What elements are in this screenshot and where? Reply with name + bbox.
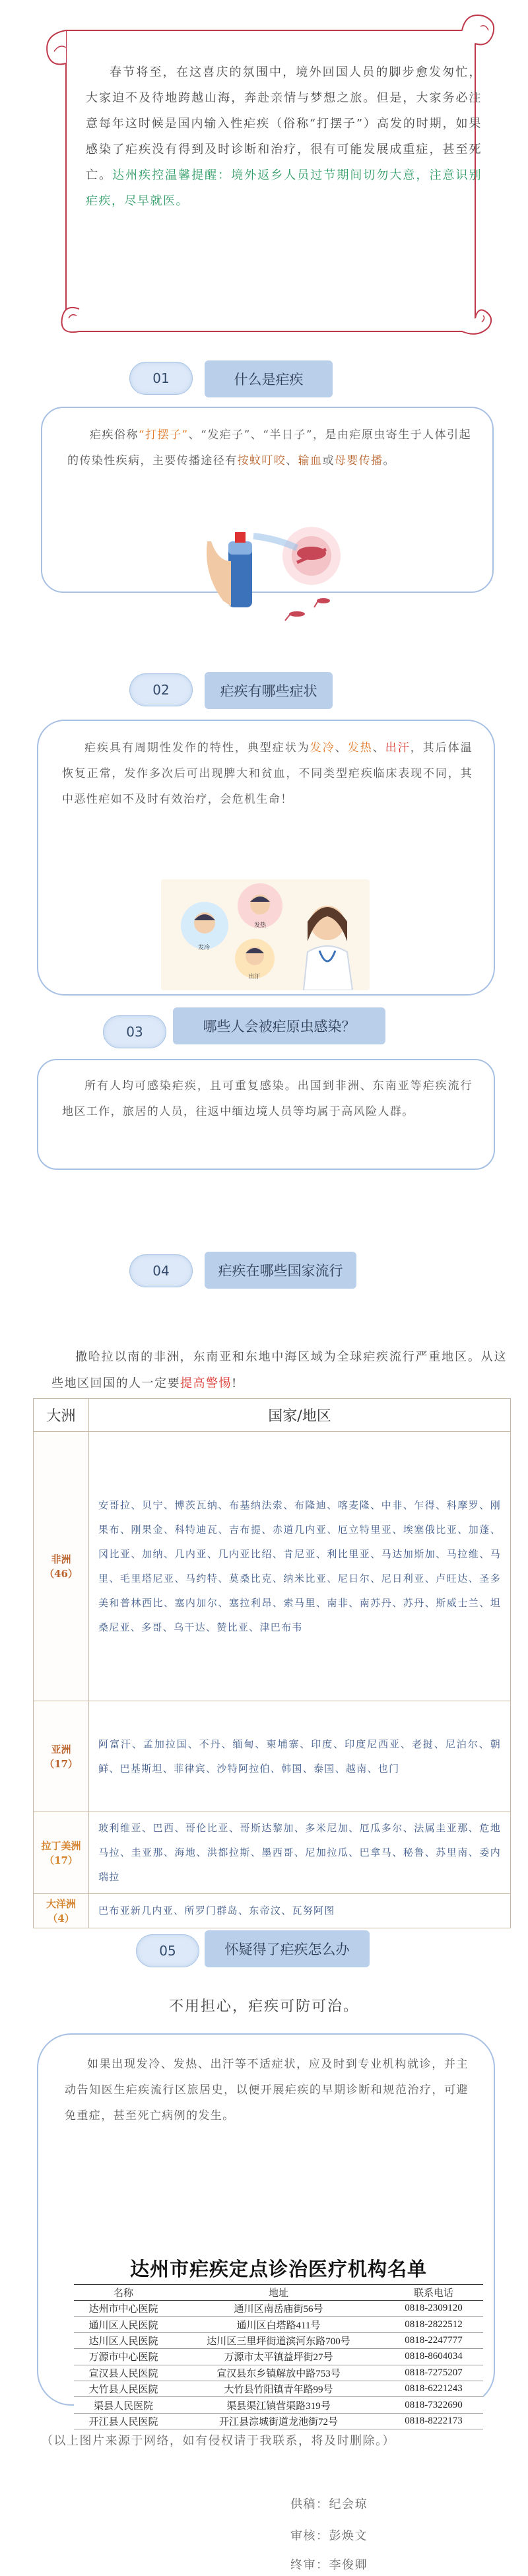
doctor-patients-graphic: [161, 879, 370, 990]
column-header: 国家/地区: [89, 1399, 511, 1432]
chills-label: 发冷: [198, 945, 211, 951]
hospital-address: 达川区三里坪街道滨河东路700号: [173, 2332, 384, 2348]
section-number: 02: [129, 673, 193, 706]
text-run: 。: [383, 454, 395, 467]
hospital-address: 宣汉县东乡镇解放中路753号: [173, 2365, 384, 2381]
section-title: 怀疑得了疟疾怎么办: [205, 1930, 370, 1967]
hospital-phone: 0818-6221243: [384, 2381, 483, 2396]
credit-label: 终审：: [290, 2558, 329, 2572]
table-row: [34, 1432, 511, 1701]
continent-count: （4）: [48, 1912, 75, 1924]
hospital-address: 万源市太平镇益坪街27号: [173, 2349, 384, 2365]
section-number: 01: [129, 362, 193, 395]
credit-line: [290, 2497, 462, 2513]
table-row: [34, 1894, 511, 1928]
symptom-description: [62, 735, 473, 813]
section-title: 疟疾在哪些国家流行: [205, 1252, 356, 1289]
continent-name: 大洋洲: [46, 1897, 76, 1910]
endemic-countries-table: [33, 1398, 511, 1928]
credit-name: 彭焕文: [329, 2529, 368, 2543]
endemic-regions-lead: [51, 1344, 507, 1397]
section-number: 05: [136, 1934, 199, 1967]
section-01-heading: [129, 360, 407, 397]
table-row: [34, 1701, 511, 1812]
table-row: [74, 2381, 483, 2396]
highlight-term: 按蚊叮咬: [237, 454, 286, 467]
text-run: 、: [335, 741, 348, 755]
section-05-heading: [136, 1930, 413, 1967]
hospital-list: [74, 2255, 483, 2429]
hospital-phone: 0818-2247777: [384, 2332, 483, 2348]
credit-label: 审核：: [290, 2529, 329, 2543]
risk-groups: 所有人均可感染疟疾，且可重复感染。出国到非洲、东南亚等疟疾流行地区工作，旅居的人员，往返中缅边境人员等均属于高风险人群。: [62, 1079, 473, 1118]
symptom-illustration: [161, 879, 370, 990]
hospital-phone: 0818-2309120: [384, 2301, 483, 2317]
countries-cell: 巴布亚新几内亚、所罗门群岛、东帝汶、瓦努阿图: [89, 1894, 511, 1928]
table-row: [34, 1812, 511, 1894]
continent-name: 拉丁美洲: [41, 1839, 81, 1852]
continent-count: （46）: [44, 1567, 78, 1580]
continent-cell: [34, 1701, 89, 1812]
symptom-term: 发冷: [310, 741, 335, 755]
malaria-definition: [67, 423, 471, 474]
highlight-term: 母婴传播: [334, 454, 383, 467]
text-run: 疟疾具有周期性发作的特性，典型症状为: [84, 741, 310, 755]
text-run: 撒哈拉以南的非洲，东南亚和东地中海区域为全球疟疾流行严重地区。从这些地区回国的人一定要: [51, 1350, 507, 1390]
text-run: !: [232, 1376, 238, 1390]
text-run: 、“发疟子”、“半日子”，是由疟原虫寄生于人体引起的传染性疾病，主要传播途径有: [67, 428, 471, 467]
table-row: [74, 2301, 483, 2317]
table-row: [74, 2332, 483, 2348]
hospital-name: 达川区人民医院: [74, 2332, 173, 2348]
countries-cell: 安哥拉、贝宁、博茨瓦纳、布基纳法索、布隆迪、喀麦隆、中非、乍得、科摩罗、刚果布、刚果金、科特迪瓦、吉布提、赤道几内亚、厄立特里亚、埃塞俄比亚、加蓬、冈比亚、加纳、几内亚、几内亚比绍、肯尼亚、利比里亚、马达加斯加、马拉维、马里、毛里塔尼亚、马约特、莫桑比克、纳米比亚、尼日尔、尼日利亚、卢旺达、圣多美和普林西比、塞内加尔、塞拉利昂、索马里、南非、南苏丹、苏丹、斯威士兰、坦桑尼亚、多哥、乌干达、赞比亚、津巴布韦: [89, 1432, 511, 1701]
continent-count: （17）: [44, 1854, 78, 1866]
section-title: 什么是疟疾: [205, 360, 333, 397]
continent-name: 亚洲: [51, 1743, 71, 1755]
hospital-phone: 0818-7322690: [384, 2397, 483, 2413]
section-title: 疟疾有哪些症状: [205, 672, 333, 709]
table-row: [74, 2349, 483, 2365]
credit-name: 李俊卿: [329, 2558, 368, 2572]
section-number: 03: [103, 1015, 166, 1048]
table-row: [74, 2317, 483, 2332]
hospital-name: 通川区人民医院: [74, 2317, 173, 2332]
hospital-phone: 0818-8222173: [384, 2413, 483, 2429]
hospital-phone: 0818-7275207: [384, 2365, 483, 2381]
continent-name: 非洲: [51, 1553, 71, 1565]
reassurance-line: 不用担心，疟疾可防可治。: [168, 1998, 359, 2015]
section-03-heading: [103, 1007, 446, 1044]
hospital-table: [74, 2284, 483, 2429]
alert-term: 提高警惕: [180, 1376, 232, 1390]
countries-cell: 玻利维亚、巴西、哥伦比亚、哥斯达黎加、多米尼加、厄瓜多尔、法属圭亚那、危地马拉、圭亚那、海地、洪都拉斯、墨西哥、尼加拉瓜、巴拿马、秘鲁、苏里南、委内瑞拉: [89, 1812, 511, 1894]
hospital-address: 通川区白塔路411号: [173, 2317, 384, 2332]
mosquito-spray-illustration: [198, 515, 356, 640]
hospital-name: 开江县人民医院: [74, 2413, 173, 2429]
symptom-term: 出汗: [385, 741, 411, 755]
intro-paragraph: [86, 59, 482, 214]
credit-name: 纪会琼: [329, 2497, 368, 2511]
symptom-term: 发热: [347, 741, 373, 755]
text-run: 、: [372, 741, 385, 755]
continent-count: （17）: [44, 1757, 78, 1770]
column-header: 大洲: [34, 1399, 89, 1432]
section-title: 哪些人会被疟原虫感染？: [173, 1007, 385, 1044]
credit-line: [290, 2528, 462, 2544]
section-04-heading: [129, 1252, 407, 1289]
hospital-address: 开江县淙城街道龙池街72号: [173, 2413, 384, 2429]
countries-cell: 阿富汗、孟加拉国、不丹、缅甸、柬埔寨、印度、印度尼西亚、老挝、尼泊尔、朝鲜、巴基斯坦、菲律宾、沙特阿拉伯、韩国、泰国、越南、也门: [89, 1701, 511, 1812]
hospital-phone: 0818-8604034: [384, 2349, 483, 2365]
column-header: 名称: [74, 2285, 173, 2301]
hospital-address: 大竹县竹阳镇青年路99号: [173, 2381, 384, 2396]
text-run: ，其后体温恢复正常，发作多次后可出现脾大和贫血，不同类型疟疾临床表现不同，其中恶性疟如不及时有效治疗，会危机生命！: [62, 741, 473, 806]
highlight-term: “打摆子”: [138, 428, 189, 442]
highlight-term: 输血: [298, 454, 323, 467]
section-02-heading: [129, 672, 407, 709]
hospital-name: 万源市中心医院: [74, 2349, 173, 2365]
hospital-phone: 0818-2822512: [384, 2317, 483, 2332]
credit-line: [290, 2558, 462, 2573]
image-source-note: （以上图片来源于网络，如有侵权请于我联系，将及时删除。）: [41, 2434, 395, 2448]
table-row: [74, 2397, 483, 2413]
intro-text: 春节将至，在这喜庆的氛围中，境外回国人员的脚步愈发匆忙，大家迫不及待地跨越山海，奔赴亲情与梦想之旅。但是，大家务必注意每年这时候是国内输入性疟疾（俗称“打摆子”）高发的时期，如果感染了疟疾没有得到及时诊断和治疗，很有可能发展成重症，甚至死亡。: [86, 65, 482, 182]
table-row: [74, 2365, 483, 2381]
continent-cell: [34, 1812, 89, 1894]
hospital-address: 渠县渠江镇营渠路319号: [173, 2397, 384, 2413]
treatment-advice: 如果出现发冷、发热、出汗等不适症状，应及时到专业机构就诊，并主动告知医生疟疾流行区旅居史，以便开展疟疾的早期诊断和规范治疗，可避免重症，甚至死亡病例的发生。: [65, 2058, 469, 2122]
continent-cell: [34, 1894, 89, 1928]
column-header: 地址: [173, 2285, 384, 2301]
fever-label: 发热: [254, 922, 267, 929]
table-row: [74, 2413, 483, 2429]
section-03-box: [37, 1059, 495, 1170]
sweat-label: 出汗: [248, 974, 261, 980]
hospital-name: 宣汉县人民医院: [74, 2365, 173, 2381]
hospital-address: 通川区南岳庙街56号: [173, 2301, 384, 2317]
continent-cell: [34, 1432, 89, 1701]
column-header: 联系电话: [384, 2285, 483, 2301]
hospital-list-title: 达州市疟疾定点诊治医疗机构名单: [129, 2259, 427, 2280]
text-run: 或: [322, 454, 335, 467]
intro-reminder: 达州疾控温馨提醒：境外返乡人员过节期间切勿大意，注意识别疟疾，尽早就医。: [86, 168, 482, 208]
intro-scroll: [40, 8, 502, 351]
section-number: 04: [129, 1254, 193, 1287]
text-run: 疟疾俗称: [90, 428, 139, 442]
credit-label: 供稿：: [290, 2497, 329, 2511]
hospital-name: 达州市中心医院: [74, 2301, 173, 2317]
hospital-name: 大竹县人民医院: [74, 2381, 173, 2396]
hospital-name: 渠县人民医院: [74, 2397, 173, 2413]
text-run: 、: [286, 454, 298, 467]
